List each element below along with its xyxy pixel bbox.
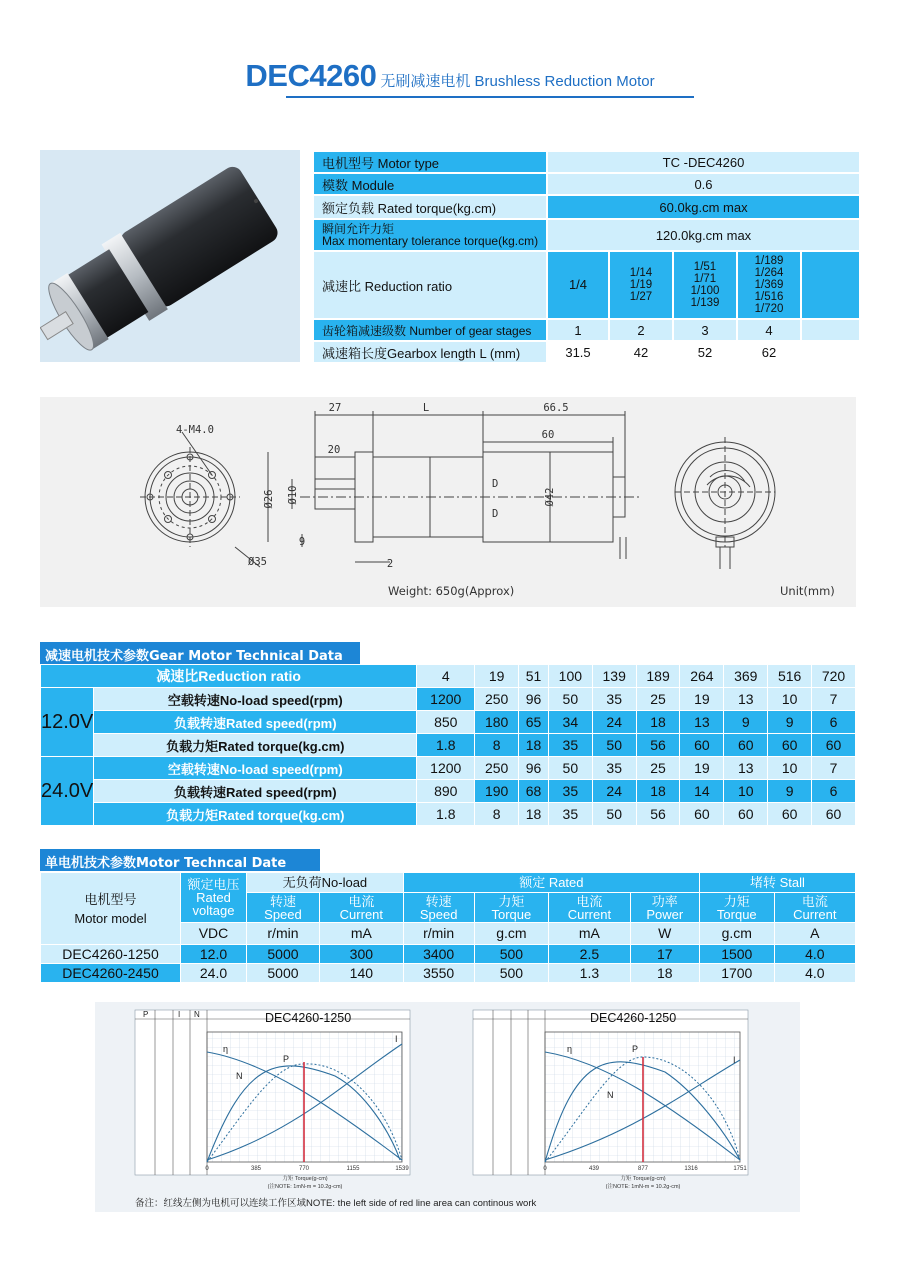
data-cell: 7 <box>812 757 856 780</box>
data-cell: 9 <box>724 711 768 734</box>
data-cell: 60 <box>724 803 768 826</box>
spec-table <box>312 150 861 364</box>
x-tick: 1316 <box>684 1166 698 1172</box>
data-cell: 50 <box>548 757 592 780</box>
data-cell: 13 <box>724 688 768 711</box>
ratio-value: 1/516 <box>754 291 784 303</box>
ratio-cell: 264 <box>680 665 724 688</box>
model-header-en: Motor model <box>74 910 147 926</box>
ratio-value: 1/139 <box>690 297 720 309</box>
ratio-cell: 189 <box>636 665 680 688</box>
left-chart-title: DEC4260-1250 <box>265 1011 352 1025</box>
data-cell: 50 <box>548 688 592 711</box>
data-cell: 9 <box>768 780 812 803</box>
model-title: DEC4260 <box>245 58 377 93</box>
data-cell: 60 <box>812 734 856 757</box>
col-en: Power <box>646 906 684 922</box>
data-cell: 96 <box>519 688 549 711</box>
data-cell: 25 <box>636 688 680 711</box>
motor-model: DEC4260-1250 <box>41 945 181 964</box>
unit-label: Unit(mm) <box>780 584 835 598</box>
x-tick: 0 <box>543 1166 547 1172</box>
col-en: Speed <box>419 906 458 922</box>
ratio-value: 1/189 <box>754 255 784 267</box>
rated-header: 额定 Rated <box>403 873 699 893</box>
data-cell: 8 <box>475 803 519 826</box>
col-cn: 力矩 <box>723 893 750 909</box>
data-row-24v-noload <box>41 757 856 780</box>
unit-cell: W <box>630 923 699 945</box>
motor-model: DEC4260-2450 <box>41 964 181 983</box>
unit-cell: g.cm <box>699 923 774 945</box>
motor-cell: 12.0 <box>181 945 247 964</box>
motor-cell: 1.3 <box>549 964 630 983</box>
ratio-group-3 <box>673 251 737 319</box>
motor-cell: 140 <box>319 964 403 983</box>
spec-label: 额定负载 Rated torque(kg.cm) <box>313 195 547 219</box>
axis-head-n: N <box>194 1010 200 1019</box>
data-cell: 60 <box>768 803 812 826</box>
spec-label: 减速比 Reduction ratio <box>313 251 547 319</box>
x-axis-label: 力矩 Torque(g-cm) <box>282 1176 328 1182</box>
header-underline <box>286 96 694 98</box>
data-row-24v-rated-speed <box>41 780 856 803</box>
data-cell: 19 <box>680 688 724 711</box>
data-cell: 50 <box>592 803 636 826</box>
data-cell: 35 <box>548 780 592 803</box>
data-cell: 50 <box>592 734 636 757</box>
axis-head-i: I <box>178 1010 181 1019</box>
spec-value: 60.0kg.cm max <box>547 195 860 219</box>
x-tick: 0 <box>205 1166 209 1172</box>
data-cell: 13 <box>724 757 768 780</box>
ratio-value: 1/264 <box>754 267 784 279</box>
data-cell: 10 <box>724 780 768 803</box>
unit-cell: VDC <box>181 923 247 945</box>
ratio-group-4 <box>737 251 801 319</box>
flat-mark-d: D <box>492 478 499 490</box>
x-tick: 385 <box>250 1166 262 1172</box>
motor-cell: 17 <box>630 945 699 964</box>
model-subtitle: 无刷减速电机 Brushless Reduction Motor <box>380 73 655 90</box>
data-cell: 34 <box>548 711 592 734</box>
length-value: 62 <box>737 341 801 363</box>
spec-label <box>313 219 547 251</box>
col-header <box>774 893 855 923</box>
motor-cell: 5000 <box>247 945 320 964</box>
dim-d26: Ø26 <box>263 489 275 509</box>
torque-note: (注NOTE: 1mN-m = 10.2g-cm) <box>605 1184 681 1190</box>
data-cell: 250 <box>475 688 519 711</box>
unit-cell: mA <box>549 923 630 945</box>
continuous-work-note: 备注：红线左侧为电机可以连续工作区域NOTE: the left side of red line area can continous work <box>135 1198 537 1209</box>
data-cell: 7 <box>812 688 856 711</box>
length-value: 42 <box>609 341 673 363</box>
eta-label: η <box>223 1044 229 1054</box>
row-label: 负载力矩Rated torque(kg.cm) <box>94 734 417 757</box>
dim-m4: 4-M4.0 <box>176 424 214 436</box>
spec-label: 模数 Module <box>313 173 547 195</box>
data-cell: 190 <box>475 780 519 803</box>
p-label: P <box>632 1044 639 1054</box>
right-chart-title: DEC4260-1250 <box>590 1011 677 1025</box>
spec-label: 齿轮箱减速级数 Number of gear stages <box>313 319 547 341</box>
dim-L: L <box>422 402 430 414</box>
motor-cell: 1700 <box>699 964 774 983</box>
spec-label: 减速箱长度Gearbox length L (mm) <box>313 341 547 363</box>
dimension-drawing-svg <box>40 397 856 607</box>
data-cell: 890 <box>417 780 475 803</box>
data-cell: 96 <box>519 757 549 780</box>
ratio-cell: 51 <box>519 665 549 688</box>
data-cell: 1200 <box>417 757 475 780</box>
data-cell: 25 <box>636 757 680 780</box>
data-cell: 18 <box>519 803 549 826</box>
data-cell: 850 <box>417 711 475 734</box>
model-header <box>41 873 181 945</box>
dim-66-5: 66.5 <box>543 402 569 414</box>
axis-head-p: P <box>143 1010 149 1019</box>
ratio-group-2 <box>609 251 673 319</box>
data-cell: 18 <box>636 711 680 734</box>
row-label: 空载转速No-load speed(rpm) <box>94 757 417 780</box>
spec-label-en: Max momentary tolerance torque(kg.cm) <box>322 234 539 248</box>
unit-cell: r/min <box>403 923 474 945</box>
data-cell: 35 <box>548 803 592 826</box>
ratio-group-empty <box>801 251 860 319</box>
data-cell: 60 <box>724 734 768 757</box>
data-cell: 35 <box>592 688 636 711</box>
unit-cell: g.cm <box>474 923 549 945</box>
gear-table-title: 减速电机技术参数Gear Motor Technical Data <box>40 642 360 664</box>
ratio-value: 1/720 <box>754 303 784 315</box>
ratio-cell: 100 <box>548 665 592 688</box>
data-cell: 18 <box>519 734 549 757</box>
spec-row-gearbox-length <box>313 341 860 363</box>
unit-cell: A <box>774 923 855 945</box>
dim-60: 60 <box>541 429 555 441</box>
data-row-24v-rated-torque <box>41 803 856 826</box>
data-cell: 1200 <box>417 688 475 711</box>
data-cell: 24 <box>592 780 636 803</box>
motor-illustration <box>40 150 300 362</box>
ratio-group-1 <box>547 251 609 319</box>
i-label: I <box>733 1055 736 1065</box>
ratio-cell: 720 <box>812 665 856 688</box>
motor-cell: 2.5 <box>549 945 630 964</box>
row-label: 负载转速Rated speed(rpm) <box>94 780 417 803</box>
unit-cell: mA <box>319 923 403 945</box>
unit-cell: r/min <box>247 923 320 945</box>
dim-27: 27 <box>328 402 342 414</box>
dim-d35: Ø35 <box>248 556 267 568</box>
data-cell: 24 <box>592 711 636 734</box>
dim-9: 9 <box>298 536 306 548</box>
stall-header: 堵转 Stall <box>699 873 855 893</box>
ratio-value: 1/51 <box>693 261 717 273</box>
length-value: 52 <box>673 341 737 363</box>
motor-cell: 500 <box>474 945 549 964</box>
x-tick: 439 <box>588 1166 600 1172</box>
stage-empty <box>801 319 860 341</box>
spec-row-motor-type <box>313 151 860 173</box>
n-label: N <box>607 1090 614 1100</box>
data-cell: 18 <box>636 780 680 803</box>
data-row-12v-rated-speed <box>41 711 856 734</box>
col-header <box>549 893 630 923</box>
motor-cell: 1500 <box>699 945 774 964</box>
ratio-row <box>41 665 856 688</box>
x-tick: 877 <box>637 1166 649 1172</box>
col-header <box>403 893 474 923</box>
ratio-value: 1/27 <box>629 291 653 303</box>
motor-row <box>41 945 856 964</box>
x-tick: 770 <box>298 1166 310 1172</box>
data-cell: 6 <box>812 780 856 803</box>
motor-cell: 500 <box>474 964 549 983</box>
voltage-header-cn: 额定电压 <box>187 877 240 892</box>
flat-mark-d: D <box>492 508 499 520</box>
motor-table-title: 单电机技术参数Motor Techncal Date <box>40 849 320 871</box>
x-tick: 1539 <box>395 1166 409 1172</box>
motor-cell: 300 <box>319 945 403 964</box>
spec-row-max-torque <box>313 219 860 251</box>
p-label: P <box>283 1054 290 1064</box>
data-cell: 19 <box>680 757 724 780</box>
stage-value: 3 <box>673 319 737 341</box>
data-cell: 1.8 <box>417 734 475 757</box>
data-cell: 14 <box>680 780 724 803</box>
ratio-value: 1/19 <box>629 279 653 291</box>
page-header <box>0 58 900 94</box>
row-label: 空载转速No-load speed(rpm) <box>94 688 417 711</box>
motor-cell: 24.0 <box>181 964 247 983</box>
spec-value: 120.0kg.cm max <box>547 219 860 251</box>
spec-label-cn: 瞬间允许力矩 <box>322 222 395 236</box>
ratio-value: 1/4 <box>568 277 588 292</box>
model-header-cn: 电机型号 <box>84 891 137 907</box>
col-cn: 力矩 <box>498 893 525 909</box>
data-cell: 56 <box>636 803 680 826</box>
col-en: Speed <box>264 906 302 922</box>
spec-value: 0.6 <box>547 173 860 195</box>
ratio-value: 1/100 <box>690 285 720 297</box>
stage-value: 2 <box>609 319 673 341</box>
col-en: Current <box>339 906 384 922</box>
voltage-header-en2: voltage <box>192 903 235 918</box>
data-cell: 65 <box>519 711 549 734</box>
data-row-12v-noload <box>41 688 856 711</box>
i-label: I <box>395 1034 398 1044</box>
x-tick: 1155 <box>346 1166 360 1172</box>
col-en: Current <box>793 906 837 922</box>
data-cell: 60 <box>680 803 724 826</box>
ratio-value: 1/369 <box>754 279 784 291</box>
dimension-drawing <box>40 397 856 607</box>
weight-label: Weight: 650g(Approx) <box>388 584 515 598</box>
data-cell: 250 <box>475 757 519 780</box>
motor-cell: 3400 <box>403 945 474 964</box>
spec-row-stages <box>313 319 860 341</box>
ratio-cell: 516 <box>768 665 812 688</box>
eta-label: η <box>567 1044 573 1054</box>
col-cn: 转速 <box>269 893 296 909</box>
spec-row-rated-torque <box>313 195 860 219</box>
motor-photo <box>40 150 300 362</box>
ratio-value: 1/14 <box>629 267 653 279</box>
performance-charts-svg <box>95 1002 800 1212</box>
col-cn: 电流 <box>576 893 603 909</box>
col-header <box>699 893 774 923</box>
col-cn: 转速 <box>425 893 452 909</box>
data-cell: 1.8 <box>417 803 475 826</box>
col-cn: 电流 <box>801 893 828 909</box>
col-header <box>319 893 403 923</box>
ratio-cell: 19 <box>475 665 519 688</box>
n-label: N <box>236 1071 243 1081</box>
data-row-12v-rated-torque <box>41 734 856 757</box>
ratio-cell: 139 <box>592 665 636 688</box>
motor-cell: 3550 <box>403 964 474 983</box>
left-chart <box>135 1010 410 1190</box>
data-cell: 8 <box>475 734 519 757</box>
right-chart <box>473 1010 748 1190</box>
col-en: Torque <box>491 906 532 922</box>
dim-d42: Ø42 <box>544 487 556 507</box>
dim-2: 2 <box>386 558 394 570</box>
length-empty <box>801 341 860 363</box>
spec-value: TC -DEC4260 <box>547 151 860 173</box>
data-cell: 10 <box>768 688 812 711</box>
data-cell: 56 <box>636 734 680 757</box>
noload-header: 无负荷No-load <box>247 873 404 893</box>
dim-d10: Ø10 <box>287 485 299 505</box>
torque-note: (注NOTE: 1mN-m = 10.2g-cm) <box>267 1184 343 1190</box>
motor-cell: 5000 <box>247 964 320 983</box>
motor-cell: 4.0 <box>774 945 855 964</box>
motor-header-row-1 <box>41 873 856 893</box>
ratio-cell: 4 <box>417 665 475 688</box>
col-cn: 电流 <box>348 893 375 909</box>
col-en: Current <box>567 906 612 922</box>
motor-cell: 4.0 <box>774 964 855 983</box>
data-cell: 35 <box>548 734 592 757</box>
data-cell: 60 <box>768 734 812 757</box>
data-cell: 10 <box>768 757 812 780</box>
ratio-cell: 369 <box>724 665 768 688</box>
col-cn: 功率 <box>651 893 678 909</box>
length-value: 31.5 <box>547 341 609 363</box>
data-cell: 13 <box>680 711 724 734</box>
col-header <box>247 893 320 923</box>
row-label: 负载转速Rated speed(rpm) <box>94 711 417 734</box>
data-cell: 9 <box>768 711 812 734</box>
data-cell: 68 <box>519 780 549 803</box>
stage-value: 4 <box>737 319 801 341</box>
x-axis-label: 力矩 Torque(g-cm) <box>620 1176 666 1182</box>
data-cell: 35 <box>592 757 636 780</box>
data-cell: 60 <box>812 803 856 826</box>
gear-motor-table <box>40 664 856 826</box>
voltage-header-en1: Rated <box>196 890 231 905</box>
spec-label: 电机型号 Motor type <box>313 151 547 173</box>
motor-data-table <box>40 872 856 983</box>
performance-charts <box>95 1002 800 1212</box>
col-en: Torque <box>716 906 757 922</box>
data-cell: 180 <box>475 711 519 734</box>
voltage-24v: 24.0V <box>41 757 94 826</box>
stage-value: 1 <box>547 319 609 341</box>
voltage-header <box>181 873 247 923</box>
row-label: 负载力矩Rated torque(kg.cm) <box>94 803 417 826</box>
data-cell: 60 <box>680 734 724 757</box>
col-header <box>474 893 549 923</box>
x-tick: 1751 <box>733 1166 747 1172</box>
spec-row-reduction-ratio <box>313 251 860 319</box>
motor-row <box>41 964 856 983</box>
data-cell: 6 <box>812 711 856 734</box>
voltage-12v: 12.0V <box>41 688 94 757</box>
col-header <box>630 893 699 923</box>
spec-row-module <box>313 173 860 195</box>
ratio-value: 1/71 <box>693 273 717 285</box>
motor-cell: 18 <box>630 964 699 983</box>
ratio-label: 减速比Reduction ratio <box>41 665 417 688</box>
dim-20: 20 <box>327 444 341 456</box>
